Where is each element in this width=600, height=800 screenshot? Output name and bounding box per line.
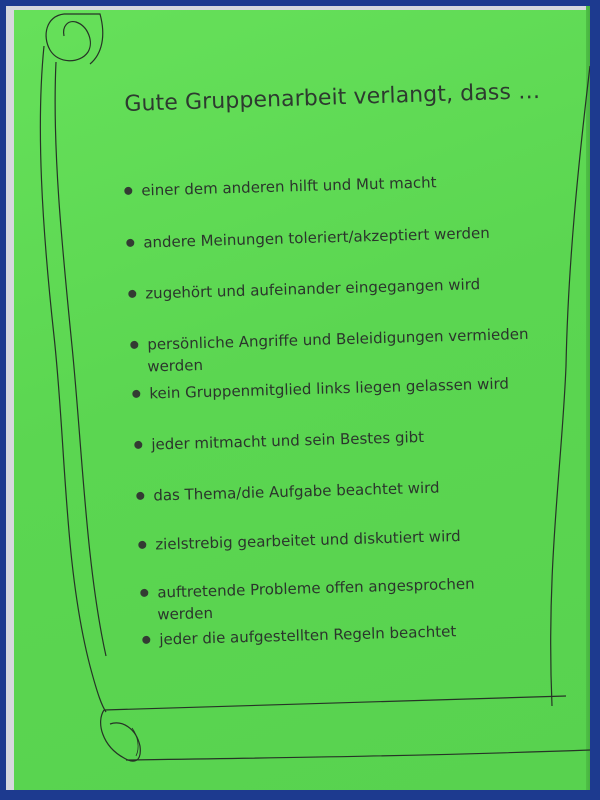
list-item-text: werden [147, 355, 204, 376]
list-item-text: zielstrebig gearbeitet und diskutiert wird [155, 526, 461, 554]
poster-title: Gute Gruppenarbeit verlangt, dass … [124, 78, 541, 117]
list-item-text: persönliche Angriffe und Beleidigungen vermieden [147, 324, 529, 354]
list-item-text: andere Meinungen toleriert/akzeptiert werden [143, 223, 490, 252]
list-item-text: jeder die aufgestellten Regeln beachtet [159, 622, 457, 649]
list-item-text: einer dem anderen hilft und Mut macht [141, 173, 437, 200]
list-item-text: zugehört und aufeinander eingegangen wird [145, 275, 481, 303]
list-item-text: jeder mitmacht und sein Bestes gibt [151, 427, 425, 454]
list-item-text: auftretende Probleme offen angesprochen [157, 574, 475, 602]
list-item-text: kein Gruppenmitglied links liegen gelassen wird [149, 374, 510, 403]
list-item-text: das Thema/die Aufgabe beachtet wird [153, 478, 440, 505]
photo-frame [6, 6, 590, 790]
list-item-text: werden [157, 603, 214, 624]
